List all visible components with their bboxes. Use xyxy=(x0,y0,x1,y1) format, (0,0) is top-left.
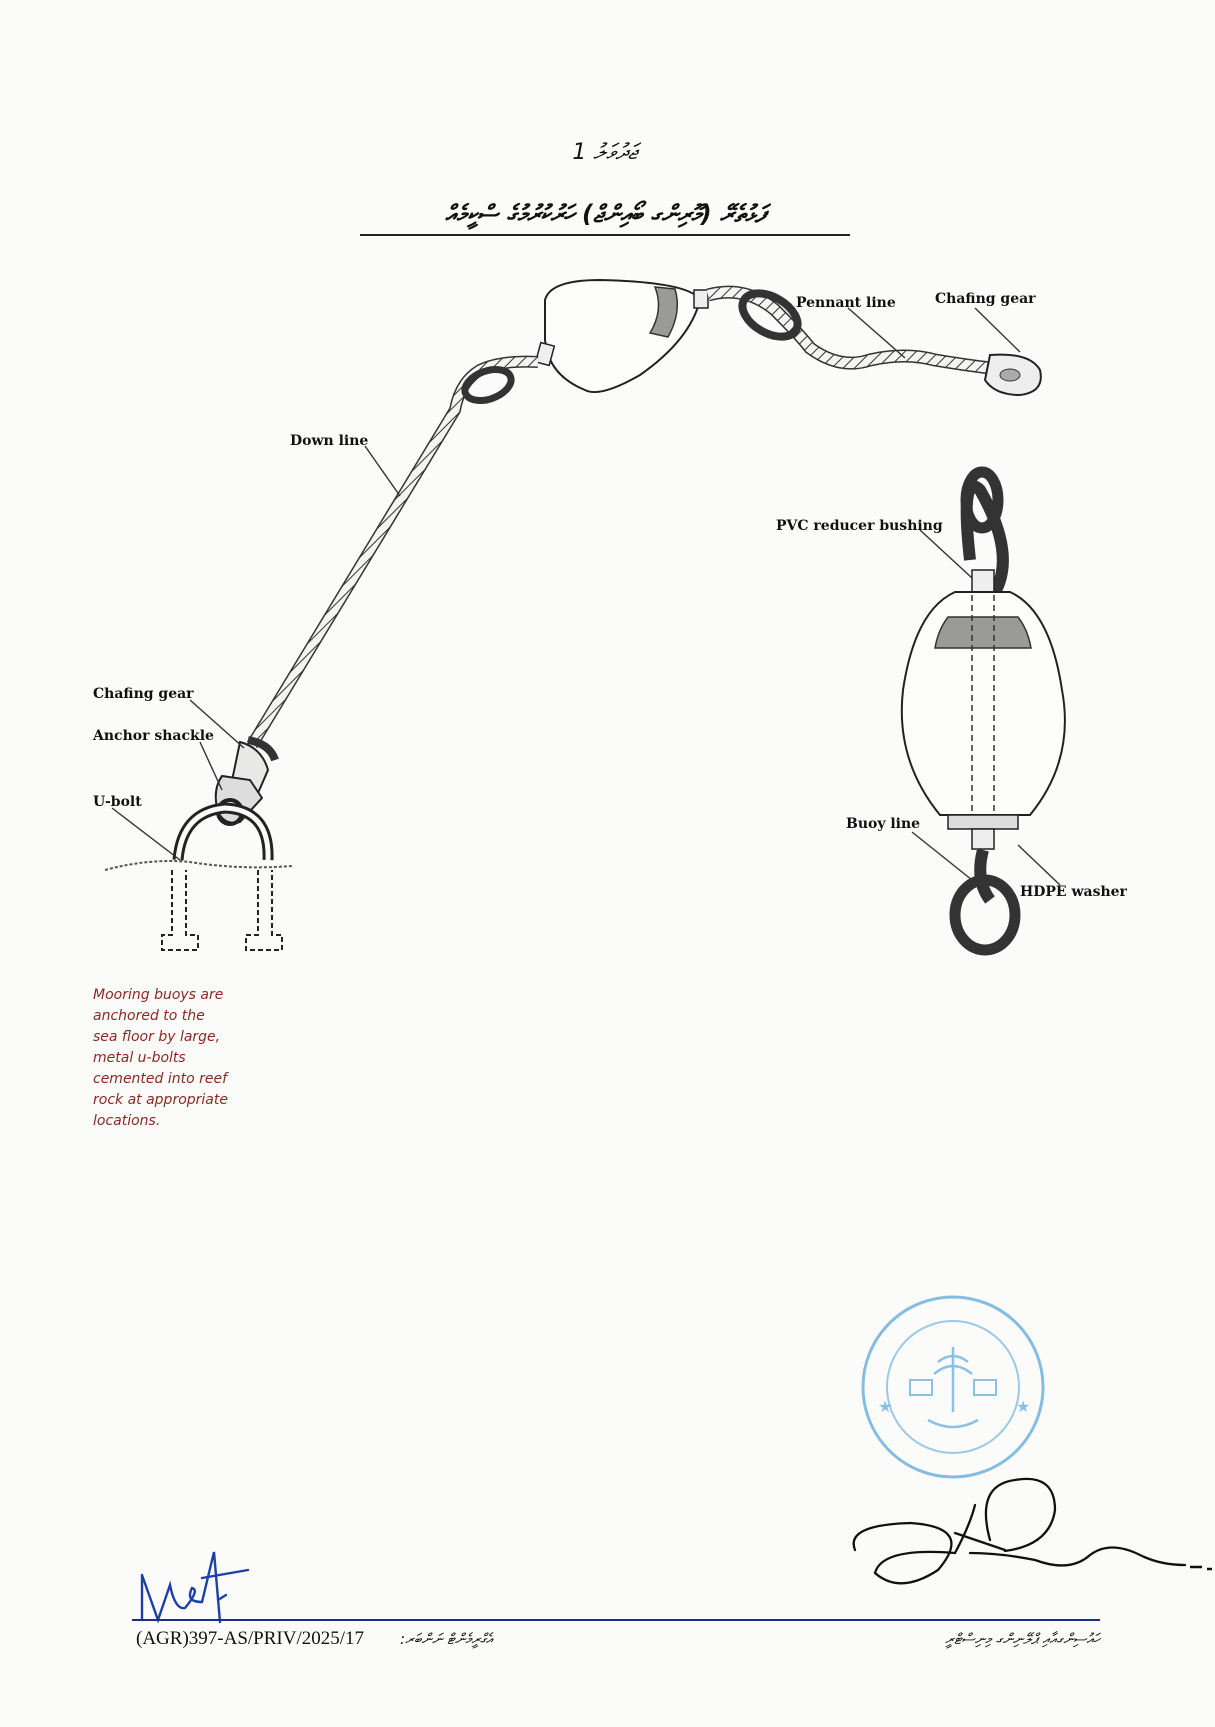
label-chafing-gear-bottom: Chafing gear xyxy=(93,686,194,702)
page-heading: ފަޅުތެރޭ (މޫރިންގ ބޯއިންޖް) ހަރުކުރުމުގެ ސްކީމެއް xyxy=(360,200,850,236)
down-line-rope xyxy=(252,362,538,745)
label-chafing-gear-top: Chafing gear xyxy=(935,291,1036,307)
agreement-number: (AGR)397-AS/PRIV/2025/17 xyxy=(136,1628,365,1649)
diagram-caption: Mooring buoys are anchored to the sea floor by large, metal u-bolts cemented into reef rock at appropriate locations. xyxy=(93,987,228,1129)
label-pvc-reducer-bushing: PVC reducer bushing xyxy=(776,518,943,534)
label-down-line: Down line xyxy=(290,433,369,449)
attachment-label: ޖަދުވަލު 1 xyxy=(572,140,638,165)
label-u-bolt: U-bolt xyxy=(93,794,142,810)
signature-right-icon xyxy=(840,1455,1215,1605)
agreement-number-label: އެގްރީމެންޓް ނަންބަރ: xyxy=(400,1630,493,1648)
label-anchor-shackle: Anchor shackle xyxy=(93,728,214,744)
ministry-name: ހައުސިންގއާއި ޕްލޭނިންގ މިނިސްޓްރީ xyxy=(945,1630,1100,1648)
label-hdpe-washer: HDPE washer xyxy=(1020,884,1127,900)
buoy-detail xyxy=(902,472,1065,950)
label-pennant-line: Pennant line xyxy=(796,295,896,311)
label-buoy-line: Buoy line xyxy=(846,816,921,832)
chafing-gear-top xyxy=(985,355,1041,395)
official-seal-icon xyxy=(858,1292,1048,1482)
svg-text:★: ★ xyxy=(1016,1397,1031,1416)
footer-rule xyxy=(132,1619,1100,1621)
surface-buoy xyxy=(536,280,708,392)
u-bolt xyxy=(105,808,292,950)
svg-text:★: ★ xyxy=(878,1397,893,1416)
